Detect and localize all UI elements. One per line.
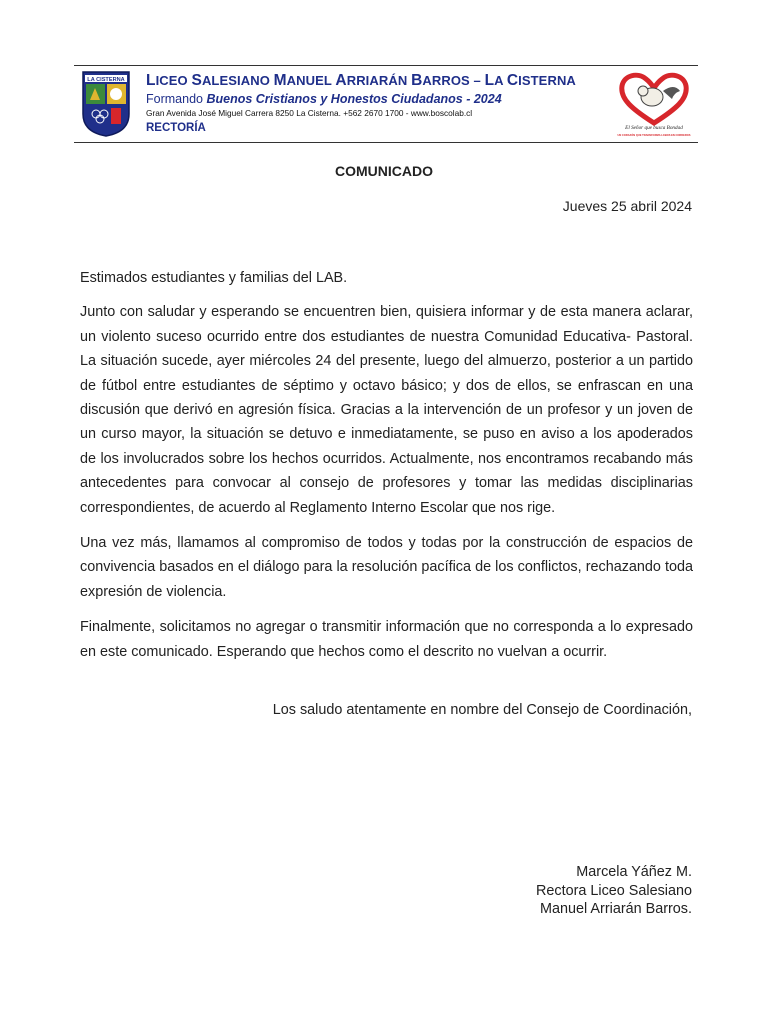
closing-line: Los saludo atentamente en nombre del Consejo de Coordinación, (272, 702, 692, 718)
emblem-caption: El Señor que busca Bondad (625, 125, 683, 131)
school-name-initial: C (506, 72, 519, 89)
motto-emphasis: Buenos Cristianos y Honestos Ciudadanos - 2024 (206, 92, 502, 106)
school-name (146, 72, 576, 90)
paragraph-3: Finalmente, solicitamos no agregar o transmitir información que no corresponda a lo expresado en este comunicado. Esperando que hechos como el descrito no vuelvan a ocurrir. (80, 619, 693, 660)
school-name-rest: ISTERNA (518, 73, 576, 88)
signer-institution: Manuel Arriarán Barros. (540, 901, 692, 917)
document-title: COMUNICADO (335, 163, 433, 179)
paragraph-1: Junto con saludar y esperando se encuentren bien, quisiera informar y de esta manera aclarar, un violento suceso ocurrido entre dos estudiantes de nuestra Comunidad Educativa- Pastoral. La situación sucede, ayer miércoles 24 del presente, luego del almuerzo, posterior a un partido de fútbol entre estudiantes de séptimo y octavo básico; y dos de ellos, se enfrascan en una discusión que derivó en agresión física. Gracias a la intervención de un profesor y un joven de un curso mayor, la situación se detuvo e inmediatamente, se puso en aviso a los apoderados de los involucrados sobre los hechos ocurridos. Actualmente, nos encontramos recabando más antecedentes para convocar al consejo de profesores y tomar las medidas disciplinarias correspondientes, de acuerdo al Reglamento Interno Escolar que nos rige. (80, 304, 693, 516)
school-name-initial: M (273, 72, 287, 89)
school-name-rest: A (494, 73, 507, 88)
school-address: Gran Avenida José Miguel Carrera 8250 La Cisterna. +562 2670 1700 - www.boscolab.cl (146, 108, 473, 118)
school-motto (146, 92, 576, 106)
motto-prefix: Formando (146, 92, 207, 106)
school-name-initial: B (411, 72, 423, 89)
school-name-initial: L (484, 72, 495, 89)
school-crest-icon (81, 70, 131, 138)
heart-lamb-emblem-icon (614, 69, 694, 139)
paragraph-2: Una vez más, llamamos al compromiso de todos y todas por la construcción de espacios de convivencia basados en el diálogo para la resolución pacífica de los conflictos, rechazando toda expresión de violencia. (80, 535, 693, 600)
school-name-rest: ARROS – (422, 73, 485, 88)
signer-role: Rectora Liceo Salesiano (536, 882, 692, 899)
document-date: Jueves 25 abril 2024 (562, 198, 692, 214)
greeting: Estimados estudiantes y familias del LAB. (80, 270, 348, 286)
school-name-initial: S (191, 72, 202, 89)
school-name-rest: ICEO (155, 73, 192, 88)
letterhead-text (146, 72, 576, 134)
letterhead (74, 65, 698, 143)
signer-name: Marcela Yáñez M. (576, 864, 692, 880)
emblem-subcaption: UN CORAZÓN QUE TRANSFORMA LOBOS EN CORDEROS (617, 134, 691, 137)
school-name-initial: A (335, 72, 347, 89)
school-name-rest: ANUEL (286, 73, 336, 88)
school-name-rest: ALESIANO (201, 73, 274, 88)
signature-block (536, 863, 692, 919)
document-body (80, 266, 693, 675)
department-label: RECTORÍA (146, 122, 206, 134)
crest-label: LA CISTERNA (87, 76, 125, 83)
school-name-initial: L (146, 72, 156, 89)
school-name-rest: RRIARÁN (346, 73, 412, 88)
